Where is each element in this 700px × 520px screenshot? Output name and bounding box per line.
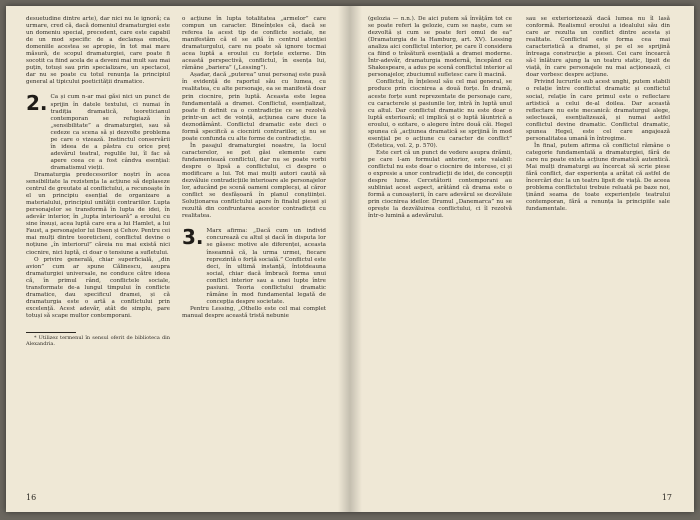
section-2: [26, 91, 170, 172]
page-number: 16: [26, 493, 37, 502]
paragraph: o acțiune în lupta totalitatea „armelor” care compun un caracter. Bineînțeles că, dacă se referea la acest tip de conflicte sociale, ne manifestăm că el se află în centrul atenției dramaturgului, care nu poate să ignore tocmai acea luptă a eroului cu forțele externe. Din această perspectivă, conflictul, în esența lui, rămâne „bariera” („Lessing”).: [182, 16, 326, 72]
left-page: [6, 6, 350, 512]
paragraph: desuetudine dintre arte), dar nici nu le ignoră; ca urmare, cred că, dacă domeniul dramaturgiei este un domeniu special, precedent, care este capabil de un mod specific de a declanșa emoția, domeniile acestea se apropie, în tot mai mare măsură, de scopul dramaturgiei, care poate fi socotit ca fiind acela de a deveni mai mult sau mai puțin, totuși sau prin specializare, un spectacol, dar nu se poate cu totul renunța la principiul general al tipicului poeticității dramatice.: [26, 16, 170, 86]
section-number: 3.: [182, 225, 204, 250]
left-page-column-1: [26, 16, 170, 348]
paragraph: Conflictul, în înțelesul său cel mai general, se produce prin ciocnirea a două forțe. În dramă, aceste forțe sunt reprezentate de personaje care, cu caracterele și pasiunile lor, intră în luptă unul cu altul. Dar conflictul dramatic nu este doar o luptă exterioară; el implică și o luptă lăuntrică a eroului, o ezitare, o alegere între două căi. Hegel spunea că „acțiunea dramatică se sprijină în mod esențial pe o acțiune cu caracter de conflict” (Estetica, vol. 2, p. 570).: [368, 79, 512, 149]
paragraph: Privind lucrurile sub acest unghi, putem stabili o relație între conflictul dramatic și conflictul social, relație în care primul este o reflectare artistică a celui de-al doilea. Dar această reflectare nu este mecanică: dramaturgul alege, selectează, esențializează, și numai astfel conflictul devine dramatic. Conflictul dramatic, spunea Hegel, este cel care angajează personalitatea umană în întregime.: [526, 79, 670, 142]
section-number: 2.: [26, 91, 48, 116]
paragraph: (gelozia — n.n.). De aici putem să învățăm tot ce se poate referi la gelozie, cum se naște, cum se dezvoltă și cum se poate feri omul de ea” (Dramaturgia de la Hamburg, art. XV). Lessing analiza aici conflictul interior, pe care îl considera ca fiind o trăsătură esențială a dramei moderne. Într-adevăr, dramaturgia modernă, începând cu Shakespeare, a adus pe scenă conflictul interior al personajelor, zbuciumul sufletesc care îi macină.: [368, 16, 512, 79]
paragraph: În pasajul dramaturgiei noastre, la locul caracterelor, se pot găsi elemente care fundamentează conflictul, dar nu se poate vorbi despre o lipsă a conflictului, ci despre o modificare a lui. Tot mai mulți autori caută să dezvăluie contradicțiile interioare ale personajelor lor, aducând pe scenă oameni complecși, al căror conflict se desfășoară în planul conștiinței. Soluționarea conflictului apare în finalul piesei și rezultă din confruntarea acestor contradicții cu realitatea.: [182, 142, 326, 220]
section-3: [182, 225, 326, 306]
right-page-column-2: [526, 16, 670, 213]
paragraph: Marx afirma: „Dacă cum un individ concurează cu altul și dacă în disputa lor se găsesc motive ale diferenței, aceasta înseamnă că, la urma urmei, fiecare reprezintă o forță socială.” Conflictul este deci, în ultimă instanță, întotdeauna social, chiar dacă îmbracă forma unui conflict interior sau a unei lupte între pasiuni. Teoria conflictului dramatic rămâne în mod fundamental legată de concepția despre societate.: [206, 228, 326, 305]
paragraph: Așadar, dacă „puterea” unui personaj este pusă în evidență de raportul său cu lumea, cu realitatea, cu alte personaje, ea se manifestă doar prin ciocnire, prin luptă. Aceasta este legea fundamentală a dramei. Conflictul, esențializat, poate fi definit ca o contradicție ce se rezolvă printr-un act de voință, acțiunea care duce la deznodământ. Conflictul dramatic este deci o formă specifică a ciocnirii contrariilor, și nu se poate confunda cu alte forme de contradicție.: [182, 72, 326, 142]
page-number: 17: [661, 493, 672, 502]
paragraph: În final, putem afirma că conflictul rămâne o categorie fundamentală a dramaturgiei, fără de care nu poate exista acțiune dramatică autentică. Mai mulți dramaturgi au încercat să scrie piese fără conflict, dar experiența a arătat că astfel de încercări duc la un teatru lipsit de viață. De aceea problema conflictului trebuie reluată pe baze noi, ținând seama de toate experiențele teatrului contemporan, fără a renunța la principiile sale fundamentale.: [526, 142, 670, 213]
right-page-column-1: [368, 16, 512, 220]
footnote: * Utilizez termenul în sensul oferit de biblioteca din Alexandria.: [26, 334, 170, 348]
paragraph: Ca și cum n-ar mai găsi nici un punct de sprijin în datele textului, ci numai în tradiția dramatică, teoreticianul contemporan se refugiază în „sensibilitate” a dramaturgiei, sau să cedeze ca scena să și dezvolte problema pe care o vizează. Instinctul conservării în ideea de a păstra cu orice preț adevărul teatral, regulile lui, îl fac să apere ceea ce a fost cândva esențial: dramatismul vieții.: [50, 94, 170, 171]
paragraph: Pentru Lessing, „Othello este cel mai complet manual despre această tristă nebunie: [182, 305, 326, 319]
left-page-column-2: [182, 16, 326, 320]
book-spread: [6, 6, 694, 512]
paragraph: O privire generală, chiar superficială, „din avion” cum ar spune Călinescu, asupra dramaturgiei universale, ne conduce către ideea că, în primul rând, conflictele sociale, transformate de-a lungul timpului în conflicte dramatice, dau specificul dramei, și că dramaturgia este o artă a conflictului prin excelență. Acest adevăr, atât de simplu, pare totuși să scape multor contemporani.: [26, 256, 170, 319]
right-page: [350, 6, 694, 512]
paragraph: Este cert că un punct de vedere asupra drămii, pe care l-am formulat anterior, este valabil: conflictul nu este doar o ciocnire de interese, ci și o expresie a unor contradicții de idei, de concepții despre lume. Cercetătorii contemporani au subliniat acest aspect, arătând că drama este o formă a cunoașterii, în care adevărul se dezvăluie prin ciocnirea ideilor. Drumul „Danemarca” nu se oprește la dezvăluirea conflictului, ci îl rezolvă într-o lumină a adevărului.: [368, 149, 512, 220]
paragraph: sau se exteriorizează dacă lumea nu îl lasă conformă. Realismul eroului a idealului său din care ar rezulta un conflict dintre acesta și realitate. Conflictul este forma cea mai caracteristică a dramei, și pe el se sprijină întreaga construcție a piesei. Cei care încearcă să-l înlăture ajung la un teatru static, lipsit de viață, în care personajele nu mai acționează, ci doar vorbesc despre acțiune.: [526, 16, 670, 79]
footnote-divider: [26, 332, 76, 333]
paragraph: Dramaturgia predecesorilor noștri în acea sensibilitate la rezistența la acțiune să deplaseze centrul de greutate al conflictului, a recunoaște în el un principiu esențial de organizare a materialului, principiul unității contrariilor. Lupta personajelor se transformă în lupta de idei, în adevăr interior, în „lupta interioară” a eroului cu sine însuși, acea luptă care era a lui Hamlet, a lui Faust, a personajelor lui Ibsen și Cehov. Pentru cei mai mulți dintre teoreticieni, conflictul devine o noțiune „în interiorul” căreia nu mai există nici ciocnire, nici luptă, ci doar o tensiune a sufletului.: [26, 171, 170, 256]
